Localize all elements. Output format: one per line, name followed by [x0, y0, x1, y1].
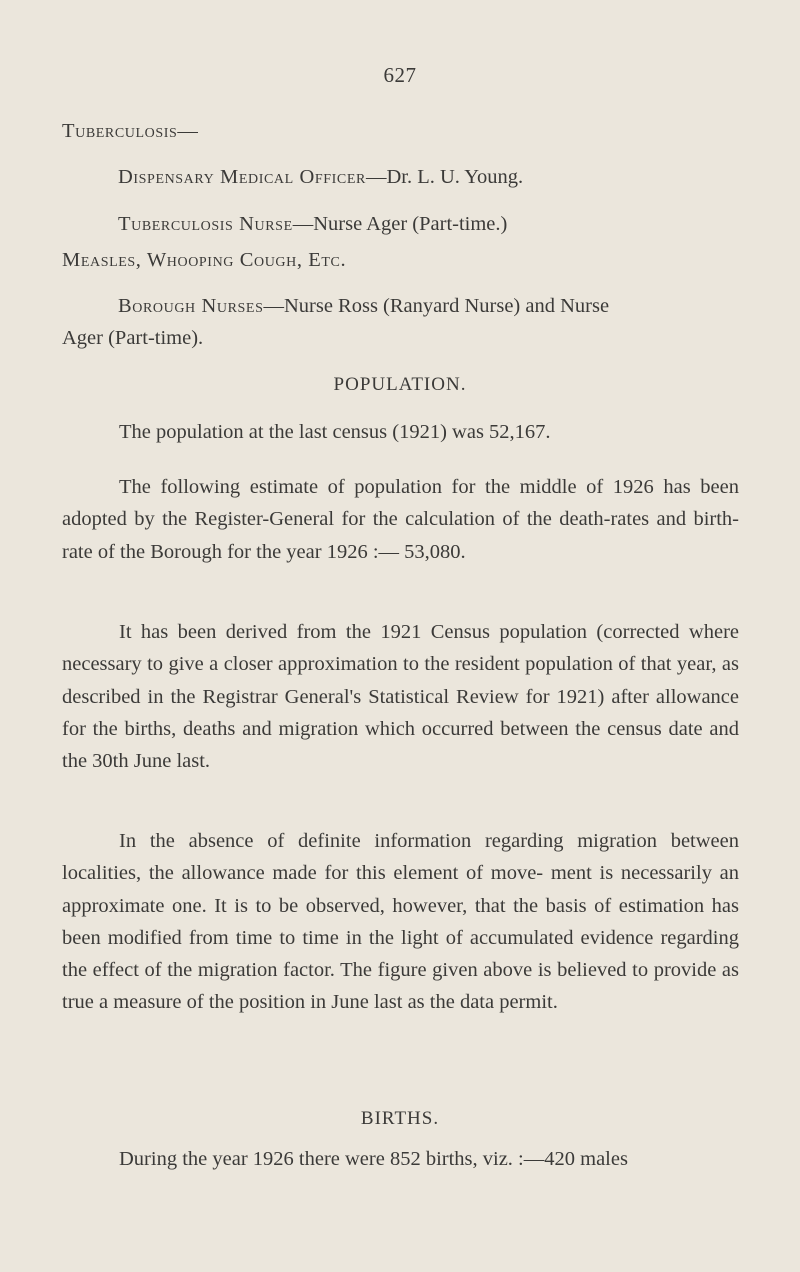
measles-heading: Measles, Whooping Cough, Etc.	[62, 249, 347, 271]
dispensary-officer-value: —Dr. L. U. Young.	[365, 166, 524, 188]
dispensary-officer-label: Dispensary Medical Officer	[118, 166, 366, 188]
page-number: 627	[383, 63, 417, 87]
borough-nurses-line	[118, 295, 609, 318]
borough-nurses-continuation: Ager (Part-time).	[62, 327, 204, 349]
population-paragraph-3: It has been derived from the 1921 Census population (corrected where necessary to give a closer approximation to the resident population of that year, as described in the Registrar General's Statistical Review for 1921) after allowance for the births, deaths and migration which occurred between the census date and the 30th June last.	[62, 621, 739, 773]
population-paragraph-1: The population at the last census (1921) was 52,167.	[119, 421, 551, 443]
tuberculosis-nurse-value: —Nurse Ager (Part-time.)	[292, 213, 508, 235]
population-paragraph-4: In the absence of definite information regarding migration between localities, the allowance made for this element of move- ment is necessarily an approximate one. It is to be observed, however, that the basis of estimation has been modified from time to time in the light of accumulated evidence regarding the effect of the migration factor. The figure given above is believed to provide as true a measure of the position in June last as the data permit.	[62, 830, 739, 1014]
tuberculosis-heading: Tuberculosis—	[62, 120, 199, 142]
tuberculosis-nurse-line	[118, 213, 507, 236]
borough-nurses-label: Borough Nurses	[118, 295, 264, 317]
births-heading: BIRTHS.	[360, 1108, 440, 1129]
tuberculosis-nurse-label: Tuberculosis Nurse	[118, 213, 293, 235]
births-paragraph-1: During the year 1926 there were 852 births, viz. :—420 males	[119, 1148, 628, 1170]
population-paragraph-2: The following estimate of population for the middle of 1926 has been adopted by the Register-General for the calculation of the death-rates and birth-rate of the Borough for the year 1926 :— 53,080.	[62, 476, 739, 563]
dispensary-officer-line	[118, 166, 523, 189]
population-heading: POPULATION.	[333, 374, 467, 395]
borough-nurses-value: —Nurse Ross (Ranyard Nurse) and Nurse	[263, 295, 610, 317]
